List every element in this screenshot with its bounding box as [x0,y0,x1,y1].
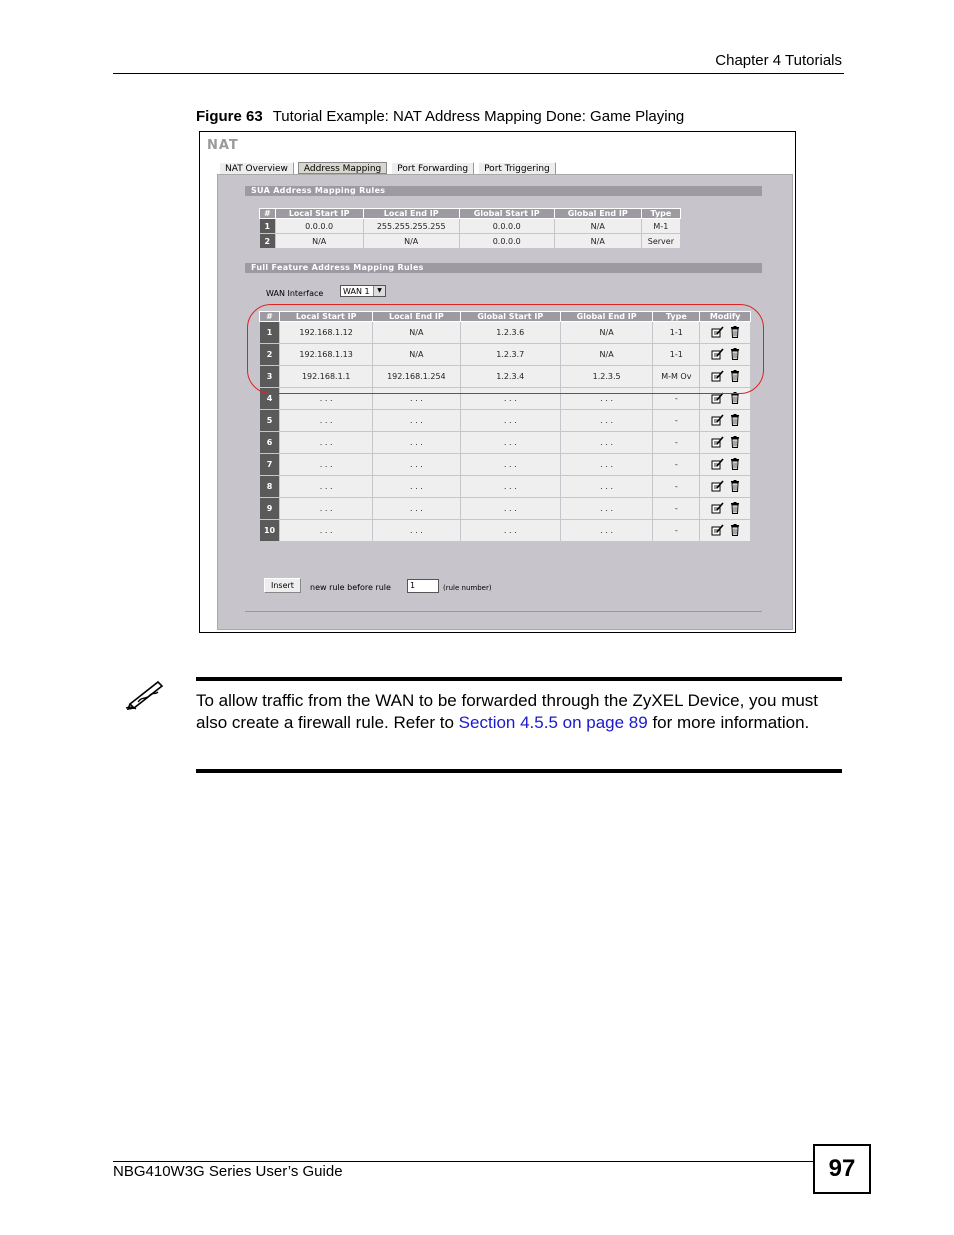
table-cell: 5 [260,410,280,432]
column-header: Global Start IP [459,209,554,219]
trash-icon[interactable] [730,524,740,538]
column-header: # [260,312,280,322]
table-row [260,234,681,249]
table-cell: . . . [280,476,373,498]
modify-cell [700,476,751,498]
table-cell: N/A [554,234,641,249]
trash-icon[interactable] [730,458,740,472]
modify-cell [700,520,751,542]
column-header: Local End IP [363,209,459,219]
modify-cell [700,432,751,454]
table-cell: . . . [373,432,460,454]
table-cell: M-1 [641,219,680,234]
table-cell: . . . [280,520,373,542]
nat-screenshot [199,131,796,633]
table-cell: . . . [280,410,373,432]
trash-icon[interactable] [730,414,740,428]
table-cell: 4 [260,388,280,410]
column-header: Global Start IP [460,312,561,322]
table-cell: 2 [260,344,280,366]
table-cell: Server [641,234,680,249]
chevron-down-icon: ▼ [373,286,385,296]
table-cell: 0.0.0.0 [459,219,554,234]
trash-icon[interactable] [730,502,740,516]
table-cell: 8 [260,476,280,498]
table-cell: . . . [280,388,373,410]
modify-cell [700,454,751,476]
table-cell: M-M Ov [653,366,700,388]
table-cell: . . . [373,476,460,498]
table-cell: 0.0.0.0 [275,219,363,234]
table-cell: N/A [561,344,653,366]
column-header: Type [653,312,700,322]
table-cell: N/A [275,234,363,249]
table-cell: . . . [373,410,460,432]
table-cell: . . . [561,454,653,476]
table-cell: - [653,498,700,520]
header-divider [113,73,844,74]
table-cell: 192.168.1.254 [373,366,460,388]
table-cell: 6 [260,432,280,454]
note-text-before: To allow traffic from the WAN to be forwarded through the ZyXEL Device, you must also create a firewall rule. Refer to [196,691,819,732]
table-cell: 0.0.0.0 [459,234,554,249]
table-cell: 1.2.3.7 [460,344,561,366]
tab-address-mapping[interactable]: Address Mapping [298,162,387,174]
nat-title: NAT [207,138,239,153]
table-cell: 2 [260,234,276,249]
rule-number-input[interactable]: 1 [407,579,439,593]
table-header-row [260,209,681,219]
edit-icon[interactable] [711,480,724,494]
table-row [260,476,751,498]
note-text-after: for more information. [647,713,810,732]
section-link[interactable]: Section 4.5.5 on page 89 [458,713,648,732]
table-cell: . . . [460,410,561,432]
table-cell: . . . [561,498,653,520]
table-cell: - [653,410,700,432]
table-row [260,432,751,454]
table-cell: . . . [373,454,460,476]
column-header: # [260,209,276,219]
column-header: Modify [700,312,751,322]
note-top-rule [196,677,842,681]
table-cell: - [653,520,700,542]
trash-icon[interactable] [730,436,740,450]
table-cell: 3 [260,366,280,388]
tab-port-triggering[interactable]: Port Triggering [478,162,556,174]
column-header: Global End IP [561,312,653,322]
table-row [260,520,751,542]
table-row [260,498,751,520]
table-cell: . . . [280,454,373,476]
table-cell: 192.168.1.1 [280,366,373,388]
address-mapping-panel [217,174,793,630]
table-cell: 255.255.255.255 [363,219,459,234]
table-cell: 9 [260,498,280,520]
edit-icon[interactable] [711,436,724,450]
table-cell: N/A [554,219,641,234]
sua-rules-table [259,208,681,249]
table-cell: . . . [561,388,653,410]
column-header: Local Start IP [275,209,363,219]
full-feature-section-heading: Full Feature Address Mapping Rules [245,263,762,273]
table-cell: . . . [460,454,561,476]
edit-icon[interactable] [711,458,724,472]
edit-icon[interactable] [711,502,724,516]
table-cell: . . . [280,432,373,454]
table-cell: - [653,454,700,476]
table-row [260,219,681,234]
column-header: Global End IP [554,209,641,219]
figure-caption [196,108,684,125]
table-cell: 1 [260,219,276,234]
edit-icon[interactable] [711,524,724,538]
table-cell: . . . [460,432,561,454]
table-cell: N/A [373,344,460,366]
table-cell: - [653,388,700,410]
rule-number-hint: (rule number) [443,584,492,592]
nat-tabs [219,162,556,174]
tab-nat-overview[interactable]: NAT Overview [219,162,294,174]
column-header: Local End IP [373,312,460,322]
table-cell: . . . [373,498,460,520]
wan-interface-label: WAN Interface [266,289,324,298]
table-cell: N/A [373,322,460,344]
table-cell: - [653,476,700,498]
page-number: 97 [813,1144,871,1194]
table-cell: 1-1 [653,322,700,344]
table-cell: . . . [373,388,460,410]
modify-cell [700,410,751,432]
table-cell: 1.2.3.4 [460,366,561,388]
table-cell: 10 [260,520,280,542]
insert-description: new rule before rule [310,583,391,592]
table-cell: 192.168.1.12 [280,322,373,344]
table-cell: . . . [373,520,460,542]
table-cell: 1.2.3.5 [561,366,653,388]
wan-interface-select[interactable] [340,285,386,297]
note-bottom-rule [196,769,842,773]
figure-label: Figure 63 [196,108,263,125]
wan-interface-value: WAN 1 [343,287,370,296]
table-cell: N/A [561,322,653,344]
modify-cell [700,498,751,520]
guide-title: NBG410W3G Series User’s Guide [113,1163,343,1180]
table-cell: . . . [561,410,653,432]
table-cell: . . . [460,388,561,410]
insert-button[interactable]: Insert [264,578,301,593]
column-header: Type [641,209,680,219]
column-header: Local Start IP [280,312,373,322]
table-cell: . . . [280,498,373,520]
table-cell: . . . [561,476,653,498]
tab-port-forwarding[interactable]: Port Forwarding [391,162,474,174]
sua-section-heading: SUA Address Mapping Rules [245,186,762,196]
figure-title: Tutorial Example: NAT Address Mapping Done: Game Playing [272,108,685,125]
table-cell: . . . [561,432,653,454]
table-cell: 1-1 [653,344,700,366]
table-cell: . . . [460,520,561,542]
highlight-oval [247,304,764,394]
note-pen-icon [124,678,172,715]
table-cell: 192.168.1.13 [280,344,373,366]
table-cell: N/A [363,234,459,249]
note-text [196,690,842,734]
table-cell: . . . [460,476,561,498]
panel-divider [245,611,762,612]
trash-icon[interactable] [730,480,740,494]
table-row [260,410,751,432]
edit-icon[interactable] [711,414,724,428]
table-cell: 1.2.3.6 [460,322,561,344]
table-cell: 7 [260,454,280,476]
chapter-header: Chapter 4 Tutorials [715,52,842,69]
table-cell: - [653,432,700,454]
table-cell: . . . [561,520,653,542]
footer-divider [113,1161,813,1162]
table-row [260,454,751,476]
table-cell: 1 [260,322,280,344]
table-cell: . . . [460,498,561,520]
